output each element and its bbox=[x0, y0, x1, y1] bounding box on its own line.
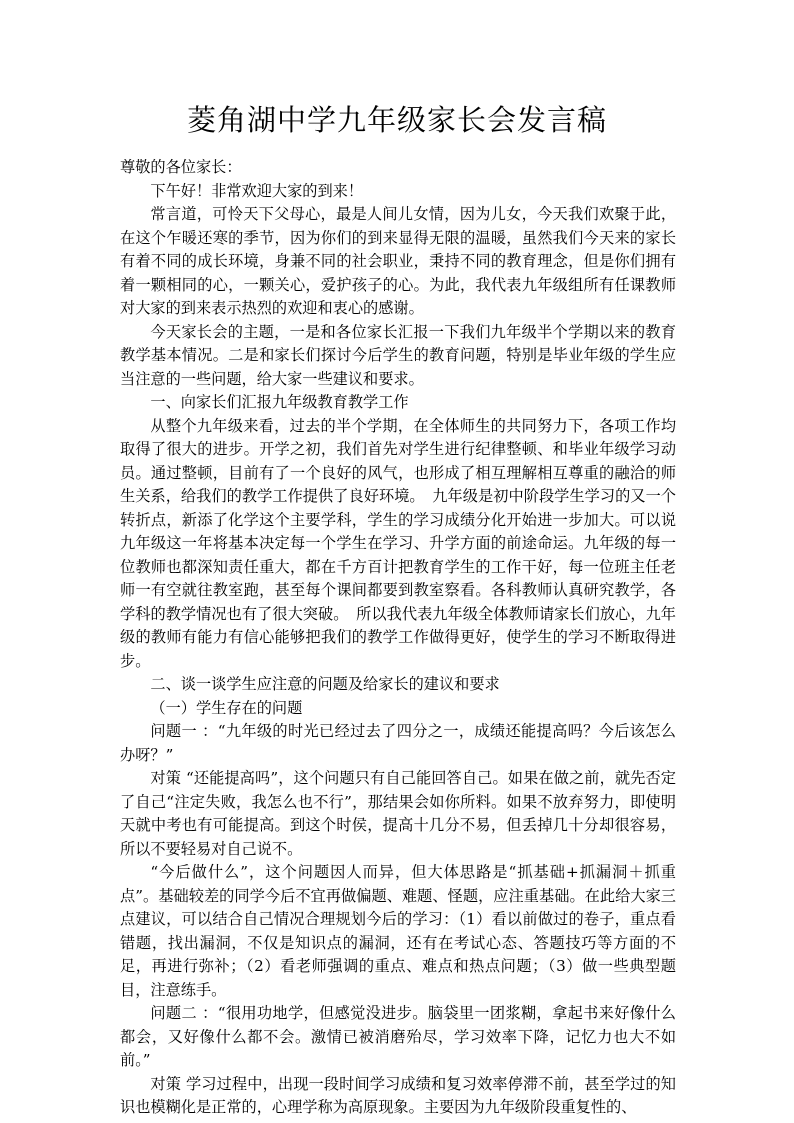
section-heading-1: 一、向家长们汇报九年级教育教学工作 bbox=[150, 393, 409, 411]
section-heading-2: 二、谈一谈学生应注意的问题及给家长的建议和要求 bbox=[150, 675, 500, 693]
subsection-heading-1: （一）学生存在的问题 bbox=[150, 698, 303, 717]
paragraph-question-2: 问题二 ：“很用功地学，但感觉没进步。脑袋里一团浆糊，拿起书来好像什么都会，又好像什么都不会。激情已被消磨殆尽，学习效率下降，记忆力也大不如前。” bbox=[120, 1004, 676, 1069]
paragraph-greeting: 下午好！非常欢迎大家的到来！ bbox=[150, 181, 364, 200]
salutation: 尊敬的各位家长： bbox=[120, 158, 242, 176]
paragraph-answer-1b: “今后做什么”，这个问题因人而异，但大体思路是“抓基础+抓漏洞＋抓重点”。基础较差的同学今后不宜再做偏题、难题、怪题，应注重基础。在此给大家三点建议，可以结合自己情况合理规划今后的学习：（1）看以前做过的卷子，重点看错题，找出漏洞，不仅是知识点的漏洞，还有在考试心态、答题技巧等方面的不足，再进行弥补；（2）看老师强调的重点、难点和热点问题；（3）做一些典型题目，注意练手。 bbox=[120, 863, 676, 999]
document-title: 菱角湖中学九年级家长会发言稿 bbox=[186, 103, 607, 137]
paragraph-theme: 今天家长会的主题，一是和各位家长汇报一下我们九年级半个学期以来的教育教学基本情况。二是和家长们探讨今后学生的教育问题，特别是毕业年级的学生应当注意的一些问题，给大家一些建议和要求。 bbox=[120, 322, 676, 388]
paragraph-question-1: 问题一 ：“九年级的时光已经过去了四分之一，成绩还能提高吗？今后该怎么办呀？” bbox=[120, 722, 676, 764]
paragraph-answer-2: 对策 学习过程中，出现一段时间学习成绩和复习效率停滞不前，甚至学过的知识也模糊化是正常的，心理学称为高原现象。主要因为九年级阶段重复性的、 bbox=[120, 1074, 676, 1116]
paragraph-welcome: 常言道，可怜天下父母心，最是人间儿女情，因为儿女，今天我们欢聚于此，在这个乍暖还寒的季节，因为你们的到来显得无限的温暖，虽然我们今天来的家长有着不同的成长环境，身兼不同的社会职业，秉持不同的教育理念，但是你们拥有着一颗相同的心，一颗关心，爱护孩子的心。为此，我代表九年级组所有任课教师对大家的到来表示热烈的欢迎和衷心的感谢。 bbox=[120, 205, 676, 317]
paragraph-answer-1a: 对策 “还能提高吗”，这个问题只有自己能回答自己。如果在做之前，就先否定了自己“注定失败，我怎么也不行”，那结果会如你所料。如果不放弃努力，即使明天就中考也有可能提高。到这个时侯，提高十几分不易，但丢掉几十分却很容易，所以不要轻易对自己说不。 bbox=[120, 769, 676, 858]
paragraph-report: 从整个九年级来看，过去的半个学期，在全体师生的共同努力下，各项工作均取得了很大的进步。开学之初，我们首先对学生进行纪律整顿、和毕业年级学习动员。通过整顿，目前有了一个良好的风气，也形成了相互理解相互尊重的融洽的师生关系，给我们的教学工作提供了良好环境。 九年级是初中阶段学生学习的又一个转折点，新添了化学这个主要学科，学生的学习成绩分化开始进一步加大。可以说九年级这一年将基本决定每一个学生在学习、升学方面的前途命运。九年级的每一位教师也都深知责任重大，都在千方百计把教育学生的工作干好，每一位班主任老师一有空就往教室跑，甚至每个课间都要到教室察看。各科教师认真研究教学，各学科的教学情况也有了很大突破。 所以我代表九年级全体教师请家长们放心，九年级的教师有能力有信心能够把我们的教学工作做得更好，使学生的学习不断取得进步。 bbox=[120, 416, 676, 670]
document-body bbox=[120, 156, 676, 1120]
